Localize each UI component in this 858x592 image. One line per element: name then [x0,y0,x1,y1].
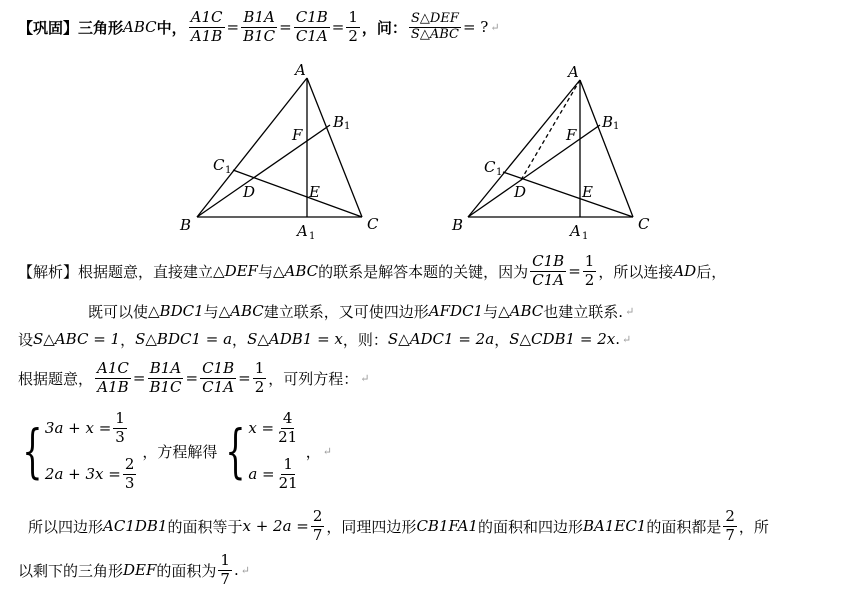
left-label-b1-sub: 1 [344,121,351,132]
right-figure [468,80,633,217]
left-label-e: E [309,183,320,201]
right-label-b1-sub: 1 [613,121,620,132]
area-ratio: $\frac{\text{S△DEF}}{\text{S△ABC}}$ [410,10,459,42]
solution-line-2: 既可以使 △BDC1 与 △ABC 建立联系，又可使四边形 AFDC1 与 △ABC 也建立联系. ↵ [88,302,635,321]
left-figure [197,78,362,217]
ratio-half: $\frac{1}{2}$ [348,8,358,45]
ratio-c1b-c1a: $\frac{C1B}{C1A}$ [532,252,565,289]
right-label-a: A [568,63,579,81]
left-label-d: D [243,183,256,201]
right-label-e: E [582,183,593,201]
problem-ask: ，问： [361,18,407,37]
left-labels [179,61,379,242]
left-label-b1: B [333,113,345,131]
left-label-c: C [367,215,379,233]
problem-statement: 【巩固】 三角形 ABC 中， $\frac{A1C}{A1B}$ = $\frac{B1A}{B1C}$ = $\frac{C1B}{C1A}$ = $\frac{1}{2}$ ，问： $\frac{\text{S△DEF}}{\text{S△ABC}}$ = ? ↵ [18,8,500,45]
right-label-d: D [514,183,527,201]
left-label-f: F [292,126,303,144]
solution-line-6: 所以四边形 AC1DB1 的面积等于 x + 2a = $\frac{2}{7}$ ，同理四边形 CB1FA1 的面积和四边形 BA1EC1 的面积都是 $\frac{2}{7}$ ，所 [28,507,769,544]
solution-line-1: 【解析】 根据题意，直接建立 △DEF 与 △ABC 的联系是解答本题的关键，因为 $\frac{C1B}{C1A}$ = $\frac{1}{2}$ ，所以连接 AD 后， [18,252,727,289]
problem-mid: 中， [156,18,187,37]
right-label-b: B [452,216,464,234]
problem-tag: 【巩固】 [18,18,79,37]
triangle-name: ABC [123,18,157,36]
problem-intro: 三角形 [78,18,124,37]
right-label-f: F [566,126,577,144]
question-tail: = ? [462,18,489,36]
paragraph-mark: ↵ [490,20,500,34]
right-labels [451,63,650,242]
left-label-a1: A [297,222,308,240]
solution-line-3: 设 S△ABC = 1 ， S△BDC1 = a ， S△ADB1 = x ，则： S△ADC1 = 2a ， S△CDB1 = 2x . ↵ [18,330,632,349]
right-label-a1-sub: 1 [582,231,589,242]
left-label-c1: C [213,156,225,174]
left-label-c1-sub: 1 [225,165,232,176]
ratio-3: $\frac{C1B}{C1A}$ [295,8,328,45]
left-label-a1-sub: 1 [309,231,316,242]
right-label-c1: C [484,158,496,176]
solution-text: 根据题意，直接建立 [78,262,214,281]
right-label-c1-sub: 1 [496,167,503,178]
figures [0,0,858,250]
solution-tag: 【解析】 [18,262,79,281]
solution-system: x = $\frac{4}{21}$ a = $\frac{1}{21}$ [248,409,298,492]
left-label-a: A [295,61,306,79]
right-label-c: C [638,215,650,233]
right-label-a1: A [570,222,581,240]
left-label-b: B [180,216,192,234]
solution-line-4: 根据题意， $\frac{A1C}{A1B}$ = $\frac{B1A}{B1C}$ = $\frac{C1B}{C1A}$ = $\frac{1}{2}$ ，可列方程： ↵ [18,359,370,396]
equation-systems: { 3a + x = $\frac{1}{3}$ 2a + 3x = $\frac{2}{3}$ ，方程解得 { x = $\frac{4}{21}$ a = $\frac{1}{21}$ ， ↵ [14,403,332,499]
equation-system: 3a + x = $\frac{1}{3}$ 2a + 3x = $\frac{2}{3}$ [44,409,135,492]
ratio-1: $\frac{A1C}{A1B}$ [190,8,223,45]
ratio-2: $\frac{B1A}{B1C}$ [243,8,276,45]
solution-line-7: 以剩下的三角形 DEF 的面积为 $\frac{1}{7}$ . ↵ [18,551,250,588]
right-label-b1: B [602,113,614,131]
